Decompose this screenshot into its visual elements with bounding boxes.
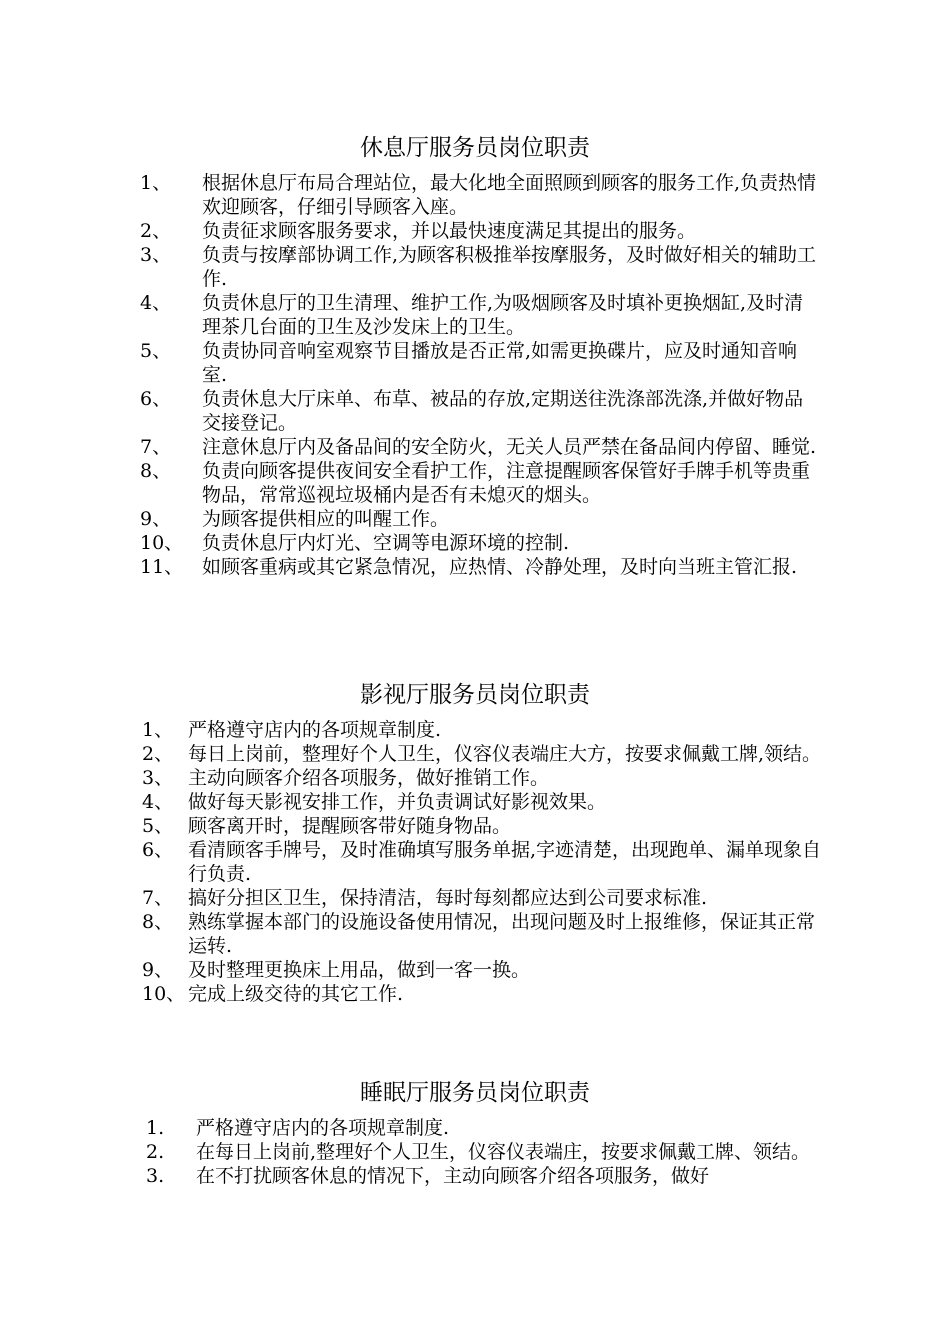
section-sleep-room-duties	[0, 1078, 950, 1188]
item-number: 1.	[146, 1117, 165, 1139]
item-text: 顾客离开时，提醒顾客带好随身物品。	[188, 815, 512, 837]
list-item	[140, 531, 820, 555]
item-number: 4、	[140, 292, 172, 314]
item-text: 为顾客提供相应的叫醒工作。	[202, 508, 450, 530]
item-text: 如顾客重病或其它紧急情况，应热情、冷静处理，及时向当班主管汇报.	[202, 556, 798, 578]
item-number: 6、	[140, 388, 172, 410]
item-number: 3、	[142, 767, 174, 789]
section-title: 休息厅服务员岗位职责	[360, 135, 590, 161]
item-number: 1、	[140, 172, 172, 194]
section-cinema-duties	[0, 680, 950, 1006]
item-text: 在不打扰顾客休息的情况下，主动向顾客介绍各项服务，做好	[196, 1165, 710, 1187]
list-item	[142, 814, 832, 838]
item-text: 在每日上岗前,整理好个人卫生，仪容仪表端庄，按要求佩戴工牌、领结。	[196, 1141, 811, 1163]
item-text: 每日上岗前，整理好个人卫生，仪容仪表端庄大方，按要求佩戴工牌,领结。	[188, 743, 822, 765]
item-number: 6、	[142, 839, 174, 861]
item-number: 7、	[142, 887, 174, 909]
item-number: 10、	[140, 532, 184, 554]
list-item	[140, 435, 820, 459]
list-item	[140, 459, 820, 507]
list-item	[140, 507, 820, 531]
section-title: 影视厅服务员岗位职责	[360, 682, 590, 708]
list-item	[140, 171, 820, 219]
list-item	[140, 219, 820, 243]
item-number: 2.	[146, 1141, 165, 1163]
item-number: 5、	[140, 340, 172, 362]
item-number: 1、	[142, 719, 174, 741]
item-text: 熟练掌握本部门的设施设备使用情况，出现问题及时上报维修，保证其正常运转.	[188, 911, 816, 957]
item-number: 3.	[146, 1165, 165, 1187]
item-text: 做好每天影视安排工作，并负责调试好影视效果。	[188, 791, 607, 813]
list-item	[142, 838, 832, 886]
item-text: 负责休息厅的卫生清理、维护工作,为吸烟顾客及时填补更换烟缸,及时清理茶几台面的卫生及沙发床上的卫生。	[202, 292, 804, 338]
item-number: 8、	[142, 911, 174, 933]
list-item	[142, 910, 832, 958]
list-item	[142, 766, 832, 790]
list-item	[142, 958, 832, 982]
item-text: 负责协同音响室观察节目播放是否正常,如需更换碟片，应及时通知音响室.	[202, 340, 798, 386]
list-item	[140, 387, 820, 435]
item-number: 10、	[142, 983, 186, 1005]
item-text: 主动向顾客介绍各项服务，做好推销工作。	[188, 767, 550, 789]
item-number: 9、	[142, 959, 174, 981]
item-number: 9、	[140, 508, 172, 530]
item-number: 5、	[142, 815, 174, 837]
item-text: 负责征求顾客服务要求，并以最快速度满足其提出的服务。	[202, 220, 697, 242]
list-item	[142, 790, 832, 814]
item-number: 2、	[142, 743, 174, 765]
item-number: 7、	[140, 436, 172, 458]
item-text: 严格遵守店内的各项规章制度.	[196, 1117, 450, 1139]
item-text: 负责与按摩部协调工作,为顾客积极推举按摩服务，及时做好相关的辅助工作.	[202, 244, 817, 290]
section-title: 睡眠厅服务员岗位职责	[360, 1080, 590, 1106]
item-number: 3、	[140, 244, 172, 266]
list-item	[140, 291, 820, 339]
item-number: 2、	[140, 220, 172, 242]
item-text: 搞好分担区卫生，保持清洁，每时每刻都应达到公司要求标准.	[188, 887, 708, 909]
section-lounge-duties	[0, 133, 950, 579]
item-text: 注意休息厅内及备品间的安全防火，无关人员严禁在备品间内停留、睡觉.	[202, 436, 817, 458]
item-number: 11、	[140, 556, 184, 578]
list-item	[142, 886, 832, 910]
item-number: 8、	[140, 460, 172, 482]
duty-list	[142, 718, 832, 1006]
list-item	[140, 339, 820, 387]
item-text: 完成上级交待的其它工作.	[188, 983, 404, 1005]
item-text: 根据休息厅布局合理站位，最大化地全面照顾到顾客的服务工作,负责热情欢迎顾客，仔细引导顾客入座。	[202, 172, 817, 218]
item-text: 负责向顾客提供夜间安全看护工作，注意提醒顾客保管好手牌手机等贵重物品，常常巡视垃圾桶内是否有未熄灭的烟头。	[202, 460, 811, 506]
list-item	[146, 1164, 820, 1188]
item-text: 负责休息大厅床单、布草、被品的存放,定期送往洗涤部洗涤,并做好物品交接登记。	[202, 388, 804, 434]
item-text: 负责休息厅内灯光、空调等电源环境的控制.	[202, 532, 570, 554]
item-text: 看清顾客手牌号，及时准确填写服务单据,字迹清楚，出现跑单、漏单现象自行负责.	[188, 839, 822, 885]
list-item	[146, 1140, 820, 1164]
list-item	[142, 742, 832, 766]
item-text: 及时整理更换床上用品，做到一客一换。	[188, 959, 531, 981]
list-item	[142, 718, 832, 742]
item-text: 严格遵守店内的各项规章制度.	[188, 719, 442, 741]
list-item	[140, 555, 820, 579]
list-item	[142, 982, 832, 1006]
list-item	[146, 1116, 820, 1140]
duty-list	[140, 171, 820, 579]
duty-list	[146, 1116, 820, 1188]
list-item	[140, 243, 820, 291]
item-number: 4、	[142, 791, 174, 813]
